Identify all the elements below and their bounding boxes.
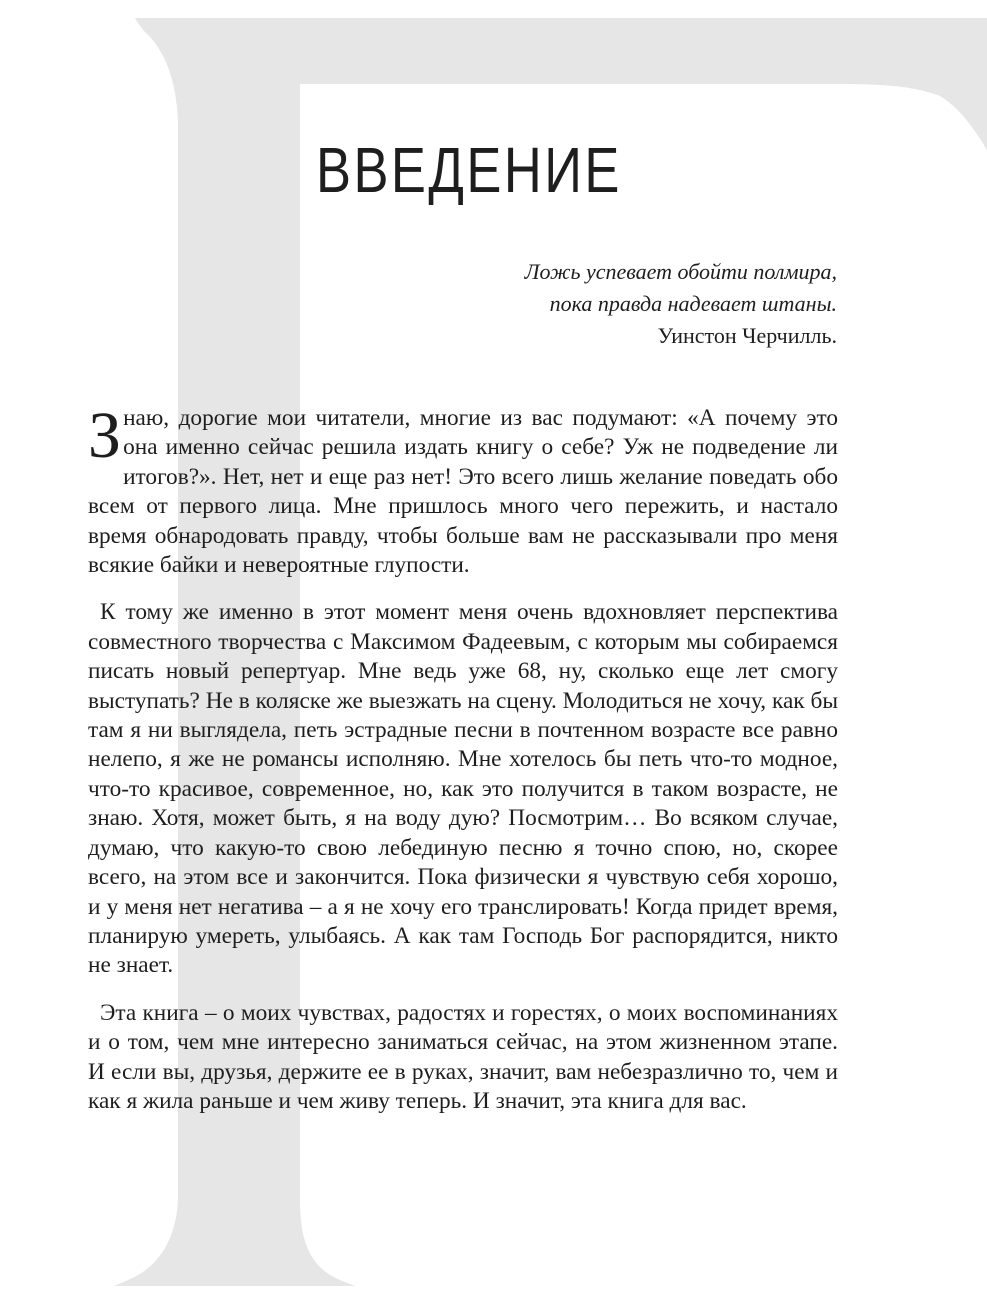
paragraph-2: К тому же именно в этот момент меня очень вдохновляет перспектива совместного творчества с Максимом Фадеевым, с которым мы собираемся писать новый репертуар. Мне ведь уже 68, ну, сколько еще лет смогу выступать? Не в коляске же выезжать на сцену. Молодиться не хочу, как бы там я ни выглядела, петь эстрадные песни в почтенном возрасте все равно нелепо, я же не романсы исполняю. Мне хотелось бы петь что-то модное, что-то красивое, современное, но, как это получится в таком возрасте, не знаю. Хотя, может быть, я на воду дую? Посмотрим… Во всяком случае, думаю, что какую-то свою лебединую песню я точно спою, но, скорее всего, на этом все и закончится. Пока физически я чувствую себя хорошо, и у меня нет негатива – а я не хочу его транслировать! Когда придет время, планирую умереть, улыбаясь. А как там Господь Бог распорядится, никто не знает. <box>88 599 838 979</box>
epigraph-quote-line-2: пока правда надевает штаны. <box>549 291 837 316</box>
chapter-title: ВВЕДЕНИЕ <box>316 134 622 206</box>
body-text <box>88 399 838 1134</box>
epigraph-author: Уинстон Черчилль. <box>657 323 837 348</box>
paragraph-1-text: наю, дорогие мои читатели, многие из вас подумают: «А почему это она именно сейчас решила издать книгу о себе? Уж не подведение ли итогов?». Нет, нет и еще раз нет! Это всего лишь желание поведать обо всем от первого лица. Мне пришлось много чего пережить, и настало время обнародовать правду, чтобы больше вам не рассказывали про меня всякие байки и невероятные глупости. <box>88 405 838 579</box>
drop-cap: З <box>88 399 122 472</box>
paragraph-1 <box>88 399 838 580</box>
paragraph-3: Эта книга – о моих чувствах, радостях и горестях, о моих воспоминаниях и о том, чем мне интересно заниматься сейчас, на этом жизненном этапе. И если вы, друзья, держите ее в руках, значит, вам небезразлично то, чем и как я жила раньше и чем живу теперь. И значит, эта книга для вас. <box>88 999 838 1114</box>
epigraph <box>337 256 837 352</box>
epigraph-quote-line-1: Ложь успевает обойти полмира, <box>524 259 837 284</box>
